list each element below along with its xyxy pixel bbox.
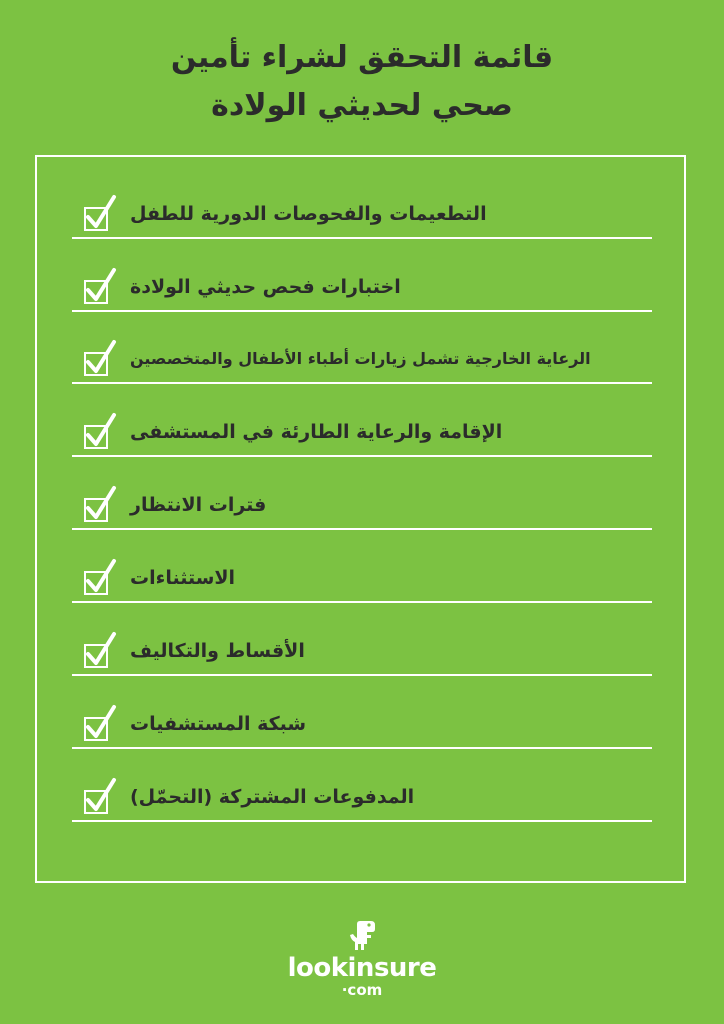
dinosaur-icon xyxy=(347,920,377,952)
logo-wordmark: lookinsure xyxy=(287,953,437,983)
checkmark-icon xyxy=(84,559,118,593)
checkmark-icon xyxy=(84,268,118,302)
checklist-item xyxy=(72,268,652,312)
brand-logo[interactable] xyxy=(0,920,724,998)
checkbox xyxy=(84,790,108,814)
checklist-item xyxy=(72,632,652,676)
checklist-item-label: فترات الانتظار xyxy=(130,494,267,516)
checklist-item xyxy=(72,340,652,384)
checklist-item-label: شبكة المستشفيات xyxy=(130,713,307,735)
checklist-item-label: التطعيمات والفحوصات الدورية للطفل xyxy=(130,203,487,225)
logo-suffix: ·com xyxy=(341,981,383,999)
checklist-item-label: الإقامة والرعاية الطارئة في المستشفى xyxy=(130,421,503,443)
checkbox xyxy=(84,498,108,522)
checklist-item xyxy=(72,559,652,603)
checkbox xyxy=(84,280,108,304)
page-title xyxy=(0,34,724,130)
checklist-item-label: الرعاية الخارجية تشمل زيارات أطباء الأطفال والمتخصصين xyxy=(130,349,591,368)
checkbox xyxy=(84,717,108,741)
checklist-item xyxy=(72,705,652,749)
checkmark-icon xyxy=(84,486,118,520)
checklist-item-label: الأقساط والتكاليف xyxy=(130,640,305,662)
title-line-2: صحي لحديثي الولادة xyxy=(211,88,513,123)
checklist-item xyxy=(72,778,652,822)
checkmark-icon xyxy=(84,413,118,447)
checkmark-icon xyxy=(84,705,118,739)
checkbox xyxy=(84,644,108,668)
checkbox xyxy=(84,571,108,595)
checklist-item xyxy=(72,195,652,239)
checkmark-icon xyxy=(84,632,118,666)
checkmark-icon xyxy=(84,195,118,229)
checkbox xyxy=(84,352,108,376)
checkbox xyxy=(84,425,108,449)
checklist-item-label: الاستثناءات xyxy=(130,567,236,589)
checklist-item-label: المدفوعات المشتركة (التحمّل) xyxy=(130,786,415,808)
checkmark-icon xyxy=(84,340,118,374)
checklist-item-label: اختبارات فحص حديثي الولادة xyxy=(130,276,401,298)
checklist-item xyxy=(72,486,652,530)
checklist-item xyxy=(72,413,652,457)
title-line-1: قائمة التحقق لشراء تأمين xyxy=(170,40,554,75)
checkbox xyxy=(84,207,108,231)
checkmark-icon xyxy=(84,778,118,812)
